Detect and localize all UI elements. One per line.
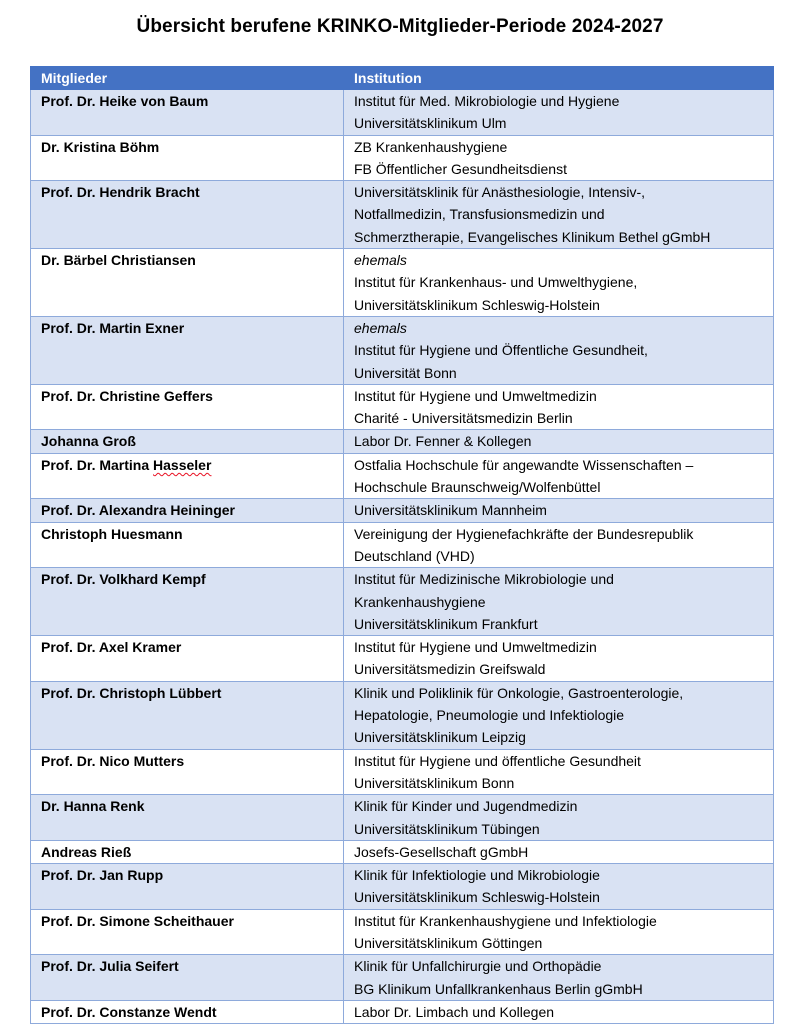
institution-line: Hepatologie, Pneumologie und Infektiologie <box>354 707 625 724</box>
table-row <box>31 795 774 841</box>
member-name: Dr. Hanna Renk <box>31 795 344 841</box>
member-name: Prof. Dr. Axel Kramer <box>31 636 344 682</box>
member-institution <box>344 384 774 430</box>
institution-line: Institut für Hygiene und Umweltmedizin <box>354 639 597 656</box>
table-row <box>31 1000 774 1023</box>
institution-line: Universitätsklinik für Anästhesiologie, Intensiv-, <box>354 184 646 201</box>
member-institution <box>344 181 774 249</box>
table-row <box>31 522 774 568</box>
member-institution <box>344 909 774 955</box>
table-row <box>31 864 774 910</box>
institution-line: Institut für Med. Mikrobiologie und Hygiene <box>354 93 620 109</box>
institution-line: Vereinigung der Hygienefachkräfte der Bundesrepublik <box>354 525 694 542</box>
spellcheck-flagged-word: Hasseler <box>153 456 212 473</box>
member-institution <box>344 864 774 910</box>
member-name: Prof. Dr. Hendrik Bracht <box>31 181 344 249</box>
member-institution <box>344 135 774 181</box>
member-name: Christoph Huesmann <box>31 522 344 568</box>
institution-line: Universitätsklinikum Göttingen <box>354 934 543 951</box>
institution-line: Klinik für Infektiologie und Mikrobiologie <box>354 867 600 884</box>
institution-line: Institut für Medizinische Mikrobiologie und <box>354 571 614 588</box>
institution-line: Universitätsklinikum Ulm <box>354 115 507 132</box>
table-row <box>31 384 774 430</box>
member-name: Johanna Groß <box>31 430 344 453</box>
member-institution <box>344 90 774 136</box>
institution-line: Institut für Hygiene und Umweltmedizin <box>354 387 597 404</box>
institution-line: Deutschland (VHD) <box>354 547 475 564</box>
member-name: Prof. Dr. Christoph Lübbert <box>31 681 344 749</box>
institution-line: Klinik für Unfallchirurgie und Orthopädie <box>354 958 602 975</box>
column-header-institution: Institution <box>344 67 774 90</box>
institution-line: Klinik für Kinder und Jugendmedizin <box>354 798 578 815</box>
institution-line: Labor Dr. Limbach und Kollegen <box>354 1003 555 1020</box>
member-name: Andreas Rieß <box>31 840 344 863</box>
member-name: Prof. Dr. Simone Scheithauer <box>31 909 344 955</box>
member-institution <box>344 1000 774 1023</box>
institution-line: Universitätsklinikum Frankfurt <box>354 615 538 632</box>
institution-line: Krankenhaushygiene <box>354 593 486 610</box>
institution-note: ehemals <box>354 319 407 336</box>
institution-line: Universitätsklinikum Bonn <box>354 774 515 791</box>
institution-line: Charité - Universitätsmedizin Berlin <box>354 410 573 427</box>
member-name: Prof. Dr. Jan Rupp <box>31 864 344 910</box>
table-row <box>31 636 774 682</box>
institution-line: Universitätsklinikum Schleswig-Holstein <box>354 889 600 906</box>
institution-line: BG Klinikum Unfallkrankenhaus Berlin gGmbH <box>354 980 643 997</box>
table-row <box>31 316 774 384</box>
institution-line: Ostfalia Hochschule für angewandte Wissenschaften – <box>354 456 694 473</box>
table-body <box>31 90 774 1024</box>
member-name: Prof. Dr. Constanze Wendt <box>31 1000 344 1023</box>
table-row <box>31 909 774 955</box>
institution-line: Universitätsklinikum Tübingen <box>354 820 540 837</box>
table-row <box>31 568 774 636</box>
member-name: Prof. Dr. Martin Exner <box>31 316 344 384</box>
member-institution <box>344 840 774 863</box>
institution-line: Institut für Krankenhaushygiene und Infektiologie <box>354 912 657 929</box>
column-header-members: Mitglieder <box>31 67 344 90</box>
table-row <box>31 840 774 863</box>
table-row <box>31 499 774 522</box>
institution-line: FB Öffentlicher Gesundheitsdienst <box>354 160 567 177</box>
institution-line: Institut für Krankenhaus- und Umwelthygiene, <box>354 274 638 291</box>
table-header-row <box>31 67 774 90</box>
institution-line: Schmerztherapie, Evangelisches Klinikum Bethel gGmbH <box>354 228 711 245</box>
member-name <box>31 453 344 499</box>
institution-line: Universitätsklinikum Mannheim <box>354 502 547 519</box>
table-row <box>31 453 774 499</box>
member-name: Prof. Dr. Julia Seifert <box>31 955 344 1001</box>
member-name: Prof. Dr. Alexandra Heininger <box>31 499 344 522</box>
table-row <box>31 249 774 317</box>
member-name: Dr. Kristina Böhm <box>31 135 344 181</box>
institution-line: Hochschule Braunschweig/Wolfenbüttel <box>354 479 601 496</box>
table-row <box>31 681 774 749</box>
member-institution <box>344 249 774 317</box>
table-row <box>31 135 774 181</box>
member-name: Prof. Dr. Christine Geffers <box>31 384 344 430</box>
institution-line: Josefs-Gesellschaft gGmbH <box>354 843 529 860</box>
table-row <box>31 749 774 795</box>
institution-line: Universitätsmedizin Greifswald <box>354 661 546 678</box>
institution-note: ehemals <box>354 252 407 269</box>
member-institution <box>344 316 774 384</box>
institution-line: Klinik und Poliklinik für Onkologie, Gastroenterologie, <box>354 684 684 701</box>
member-institution <box>344 955 774 1001</box>
table-row <box>31 955 774 1001</box>
institution-line: Universität Bonn <box>354 364 457 381</box>
institution-line: Universitätsklinikum Schleswig-Holstein <box>354 296 600 313</box>
member-institution <box>344 636 774 682</box>
table-row <box>31 90 774 136</box>
member-institution <box>344 499 774 522</box>
institution-line: Institut für Hygiene und Öffentliche Gesundheit, <box>354 342 648 359</box>
member-institution <box>344 430 774 453</box>
member-institution <box>344 795 774 841</box>
member-institution <box>344 568 774 636</box>
institution-line: Institut für Hygiene und öffentliche Gesundheit <box>354 752 641 769</box>
member-name: Dr. Bärbel Christiansen <box>31 249 344 317</box>
member-name: Prof. Dr. Heike von Baum <box>31 90 344 136</box>
institution-line: Notfallmedizin, Transfusionsmedizin und <box>354 206 605 223</box>
member-institution <box>344 749 774 795</box>
members-table <box>30 66 774 1024</box>
member-name: Prof. Dr. Nico Mutters <box>31 749 344 795</box>
page-title: Übersicht berufene KRINKO-Mitglieder-Periode 2024-2027 <box>136 16 664 37</box>
member-name: Prof. Dr. Volkhard Kempf <box>31 568 344 636</box>
institution-line: Labor Dr. Fenner & Kollegen <box>354 433 532 450</box>
member-institution <box>344 453 774 499</box>
member-institution <box>344 681 774 749</box>
table-row <box>31 430 774 453</box>
member-name-text: Prof. Dr. Martina <box>41 456 154 473</box>
institution-line: ZB Krankenhaushygiene <box>354 138 508 155</box>
table-row <box>31 181 774 249</box>
institution-line: Universitätsklinikum Leipzig <box>354 729 526 746</box>
member-institution <box>344 522 774 568</box>
